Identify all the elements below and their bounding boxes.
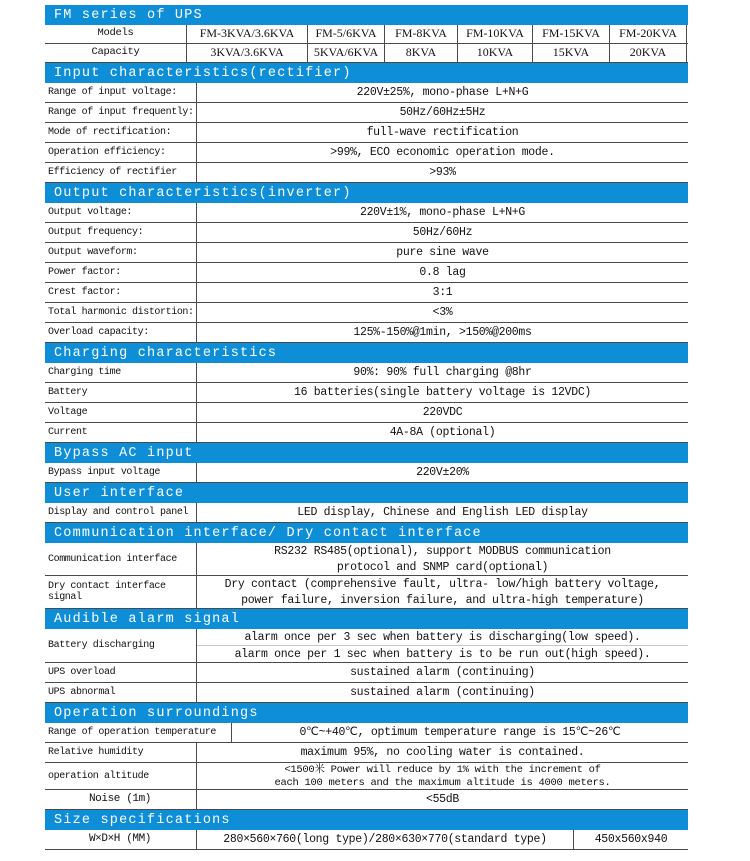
spec-row-label: Crest factor:: [45, 283, 197, 302]
spec-row-label: Range of operation temperature: [45, 723, 232, 742]
spec-value-line: Dry contact (comprehensive fault, ultra- low/high battery voltage,: [224, 577, 661, 591]
model-cell: FM-10KVA: [458, 25, 533, 43]
table-title-bar: [45, 5, 688, 25]
spec-value-line: alarm once per 3 sec when battery is discharging(low speed).: [197, 629, 688, 646]
model-cell: FM-5/6KVA: [308, 25, 385, 43]
spec-row-label: Power factor:: [45, 263, 197, 282]
spec-row-label: Dry contact interface signal: [45, 576, 197, 608]
spec-value-line: <55dB: [425, 793, 459, 806]
section-header-bar: Communication interface/ Dry contact interface: [45, 523, 688, 543]
spec-value-line: 50Hz/60Hz: [412, 226, 473, 239]
spec-row: [45, 103, 688, 123]
spec-row-value: [197, 363, 688, 382]
model-cell: FM-8KVA: [385, 25, 458, 43]
spec-value-line: each 100 meters and the maximum altitude is 4000 meters.: [274, 776, 611, 789]
spec-row-value: [197, 83, 688, 102]
spec-row-label: Battery: [45, 383, 197, 402]
spec-row-label: UPS abnormal: [45, 683, 197, 702]
spec-value-line: 220VDC: [422, 406, 463, 419]
spec-row-value: [197, 663, 688, 682]
spec-row-value: [197, 103, 688, 122]
spec-row: [45, 763, 688, 790]
spec-row-value: [197, 263, 688, 282]
spec-row-label: Mode of rectification:: [45, 123, 197, 142]
spec-row-label: Charging time: [45, 363, 197, 382]
models-row-label: Models: [45, 25, 187, 43]
spec-row: [45, 263, 688, 283]
model-cell: FM-20KVA: [610, 25, 687, 43]
spec-row: [45, 629, 688, 663]
spec-row: [45, 543, 688, 576]
spec-value-line: full-wave rectification: [366, 126, 519, 139]
spec-value-line: alarm once per 1 sec when battery is to be run out(high speed).: [234, 647, 651, 661]
spec-row: [45, 830, 688, 850]
spec-value-line: 220V±1%, mono-phase L+N+G: [359, 206, 526, 219]
spec-value-line: 4A-8A (optional): [389, 426, 496, 439]
spec-row: [45, 363, 688, 383]
ups-spec-sheet: [45, 5, 688, 850]
spec-value-line: 125%-150%@1min, >150%@200ms: [353, 326, 532, 339]
spec-row-value-2: 450x560x940: [573, 830, 688, 849]
spec-value-line: 3:1: [432, 286, 453, 299]
spec-row-label: Output waveform:: [45, 243, 197, 262]
section-header-bar: Bypass AC input: [45, 443, 688, 463]
spec-value-line: 50Hz/60Hz±5Hz: [399, 106, 486, 119]
spec-row: [45, 203, 688, 223]
spec-value-line: LED display, Chinese and English LED display: [297, 506, 588, 519]
spec-row-label: Efficiency of rectifier: [45, 163, 197, 182]
spec-row-value: [197, 790, 688, 809]
spec-row-value: [197, 543, 688, 575]
spec-value-line: 220V±25%, mono-phase L+N+G: [356, 86, 529, 99]
spec-row-value: [197, 323, 688, 342]
spec-value-line: >99%, ECO economic operation mode.: [330, 146, 555, 159]
spec-row: [45, 243, 688, 263]
spec-row-label: Noise (1m): [45, 790, 197, 809]
model-cell: FM-3KVA/3.6KVA: [187, 25, 308, 43]
section-header-bar: Operation surroundings: [45, 703, 688, 723]
spec-row-label: Relative humidity: [45, 743, 197, 762]
capacity-cell: 10KVA: [458, 44, 533, 62]
spec-row-label: Operation efficiency:: [45, 143, 197, 162]
spec-row-label: Bypass input voltage: [45, 463, 197, 482]
capacity-cell: 8KVA: [385, 44, 458, 62]
spec-row-value: [197, 629, 688, 662]
spec-row-label: Output frequency:: [45, 223, 197, 242]
spec-row-value: [197, 830, 573, 849]
spec-row-value: [197, 123, 688, 142]
spec-row-value: [232, 723, 688, 742]
capacity-cell: 3KVA/3.6KVA: [187, 44, 308, 62]
spec-row-label: Communication interface: [45, 543, 197, 575]
spec-row: [45, 283, 688, 303]
spec-row: [45, 303, 688, 323]
spec-row-value: [197, 243, 688, 262]
section-header-bar: Size specifications: [45, 810, 688, 830]
spec-row: [45, 83, 688, 103]
spec-row: [45, 383, 688, 403]
spec-row: [45, 323, 688, 343]
spec-row-value: [197, 683, 688, 702]
spec-row-label: Total harmonic distortion:: [45, 303, 197, 322]
spec-row-label: Overload capacity:: [45, 323, 197, 342]
spec-value-line: >93%: [429, 166, 456, 179]
spec-row-value: [197, 576, 688, 608]
spec-row-label: Display and control panel: [45, 503, 197, 522]
spec-value-line: maximum 95%, no cooling water is contained.: [300, 746, 585, 759]
spec-row: [45, 663, 688, 683]
spec-row: [45, 223, 688, 243]
spec-row: [45, 403, 688, 423]
spec-row-value: [197, 143, 688, 162]
spec-row-value: [197, 223, 688, 242]
model-cell: FM-15KVA: [533, 25, 610, 43]
section-header-bar: Charging characteristics: [45, 343, 688, 363]
spec-value-line: pure sine wave: [396, 246, 489, 259]
spec-value-line: 220V±20%: [416, 466, 469, 479]
spec-row-value: [197, 463, 688, 482]
spec-sections: [45, 63, 688, 850]
spec-row-value: [197, 743, 688, 762]
spec-row: [45, 683, 688, 703]
spec-row-label: W×D×H (MM): [45, 830, 197, 849]
spec-row-value: [197, 383, 688, 402]
spec-value-line: 16 batteries(single battery voltage is 12VDC): [293, 386, 592, 399]
spec-value-line: sustained alarm (continuing): [350, 686, 535, 699]
spec-value-line: 0℃~+40℃, optimum temperature range is 15℃~26℃: [299, 726, 621, 739]
spec-row-label: operation altitude: [45, 763, 197, 789]
table-title: FM series of UPS: [54, 7, 203, 23]
section-header-bar: Input characteristics(rectifier): [45, 63, 688, 83]
spec-row-value: [197, 423, 688, 442]
spec-row-label: Current: [45, 423, 197, 442]
spec-row-label: Range of input voltage:: [45, 83, 197, 102]
capacity-row: [45, 44, 688, 63]
spec-row-value: [197, 763, 688, 789]
spec-row: [45, 503, 688, 523]
capacity-cell: 15KVA: [533, 44, 610, 62]
spec-row-label: Output voltage:: [45, 203, 197, 222]
spec-row: [45, 790, 688, 810]
spec-row-label: Voltage: [45, 403, 197, 422]
section-header-bar: Output characteristics(inverter): [45, 183, 688, 203]
capacity-cell: 5KVA/6KVA: [308, 44, 385, 62]
spec-row: [45, 423, 688, 443]
spec-row-value: [197, 303, 688, 322]
spec-row-value: [197, 163, 688, 182]
spec-row: [45, 723, 688, 743]
spec-row-value: [197, 403, 688, 422]
section-header-bar: Audible alarm signal: [45, 609, 688, 629]
spec-row: [45, 143, 688, 163]
spec-value-line: protocol and SNMP card(optional): [336, 560, 549, 574]
models-row: [45, 25, 688, 44]
spec-value-line: <1500米 Power will reduce by 1% with the increment of: [284, 763, 601, 776]
spec-value-line: <3%: [432, 306, 453, 319]
spec-value-line: 0.8 lag: [419, 266, 466, 279]
spec-row-label: UPS overload: [45, 663, 197, 682]
spec-value-line: RS232 RS485(optional), support MODBUS communication: [274, 544, 611, 558]
section-header-bar: User interface: [45, 483, 688, 503]
spec-row: [45, 463, 688, 483]
spec-row: [45, 743, 688, 763]
spec-value-line: sustained alarm (continuing): [350, 666, 535, 679]
spec-row-label: Battery discharging: [45, 629, 197, 662]
spec-row: [45, 576, 688, 609]
spec-row-value: [197, 283, 688, 302]
spec-row-value: [197, 203, 688, 222]
spec-value-line: 280×560×760(long type)/280×630×770(standard type): [223, 833, 547, 846]
capacity-cell: 20KVA: [610, 44, 687, 62]
spec-row: [45, 123, 688, 143]
spec-row: [45, 163, 688, 183]
spec-value-line: power failure, inversion failure, and ultra-high temperature): [241, 593, 644, 607]
capacity-row-label: Capacity: [45, 44, 187, 62]
spec-value-line: 90%: 90% full charging @8hr: [353, 366, 532, 379]
spec-row-label: Range of input frequently:: [45, 103, 197, 122]
spec-row-value: [197, 503, 688, 522]
